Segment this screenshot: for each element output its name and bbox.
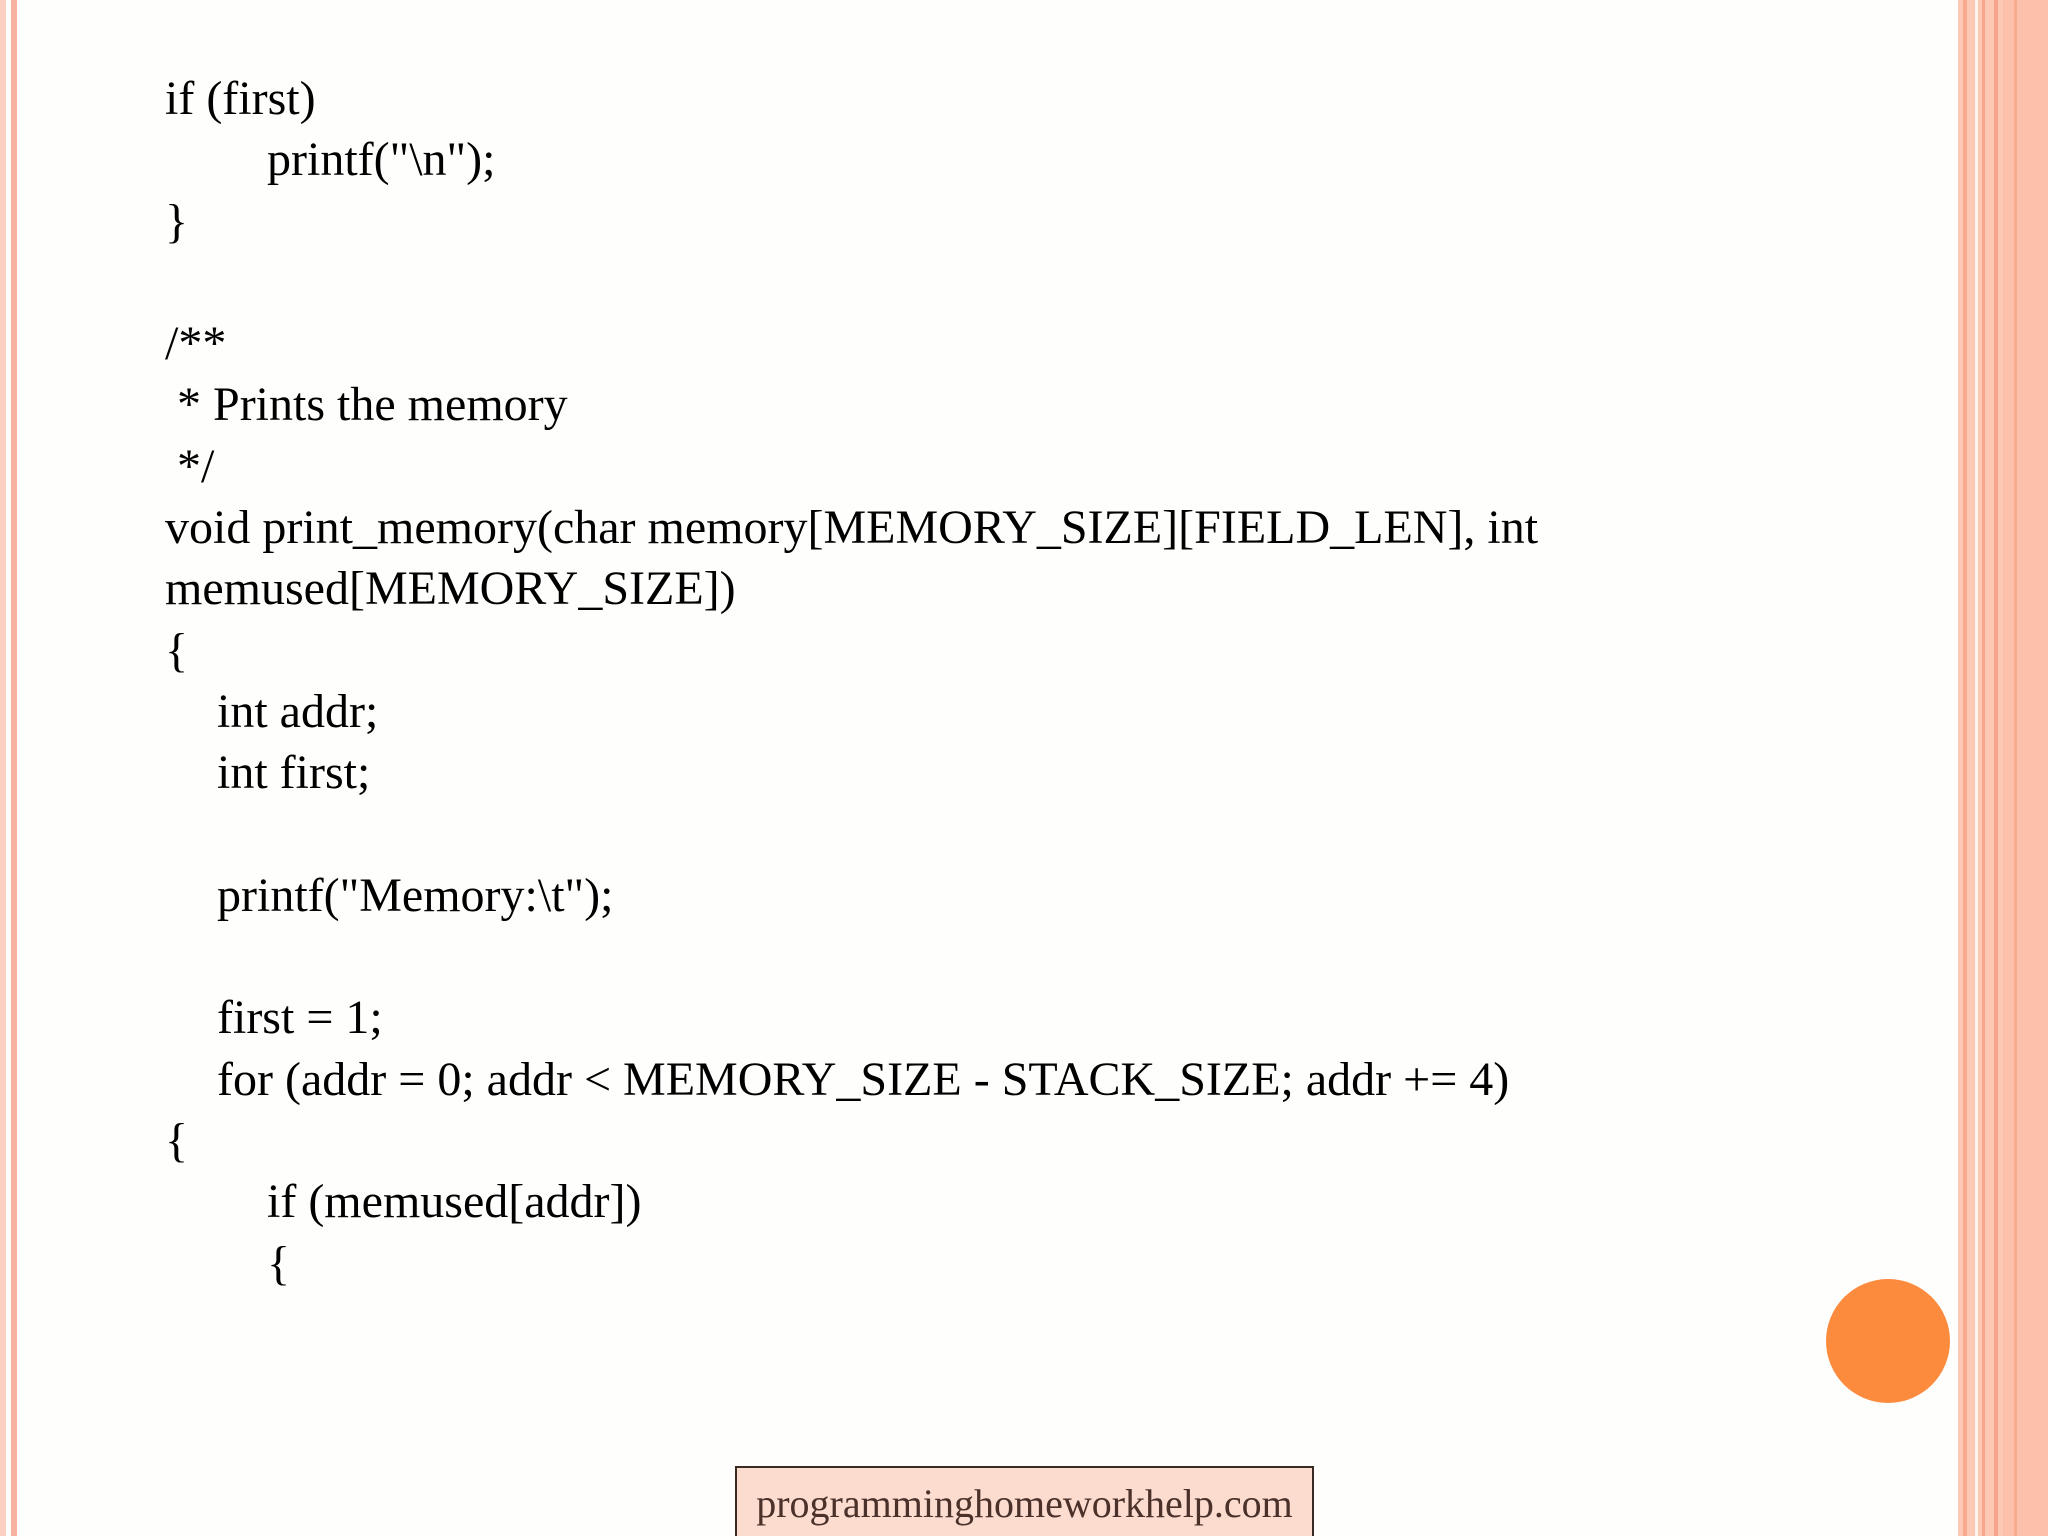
code-line: } — [165, 194, 189, 248]
code-line: memused[MEMORY_SIZE]) — [165, 562, 736, 616]
code-line: first = 1; — [217, 991, 383, 1045]
code-line: int addr; — [217, 684, 379, 738]
right-band-line — [2014, 0, 2017, 1536]
left-border-stripe-inner — [11, 0, 17, 1536]
right-band-line — [1994, 0, 1998, 1536]
right-band-line — [2003, 0, 2048, 1536]
code-line: if (first) — [165, 72, 316, 125]
right-band-line — [1982, 0, 1985, 1536]
footer-website-label — [735, 1466, 1314, 1536]
code-line: * Prints the memory — [177, 378, 568, 432]
code-line: { — [165, 1114, 189, 1168]
code-line: { — [165, 623, 189, 677]
code-line: void print_memory(char memory[MEMORY_SIZE][FIELD_LEN], int — [165, 501, 1539, 555]
code-line-blank — [165, 926, 1765, 987]
right-band-line — [1975, 0, 1978, 1536]
code-line: for (addr = 0; addr < MEMORY_SIZE - STACK_SIZE; addr += 4) — [217, 1052, 1510, 1106]
code-line: { — [267, 1236, 291, 1290]
code-line: printf("\n"); — [267, 133, 496, 187]
orange-circle-decoration — [1826, 1279, 1950, 1403]
code-line: int first; — [217, 746, 371, 800]
code-line: /** — [165, 317, 227, 371]
code-line: if (memused[addr]) — [267, 1175, 642, 1229]
code-listing — [165, 68, 1765, 1294]
code-line-blank — [165, 252, 1765, 313]
code-line-blank — [165, 804, 1765, 865]
left-border-stripe — [0, 0, 6, 1536]
website-text: programminghomeworkhelp.com — [756, 1481, 1293, 1526]
code-line: */ — [177, 439, 215, 493]
code-line: printf("Memory:\t"); — [217, 868, 614, 922]
right-band-line — [1963, 0, 1967, 1536]
